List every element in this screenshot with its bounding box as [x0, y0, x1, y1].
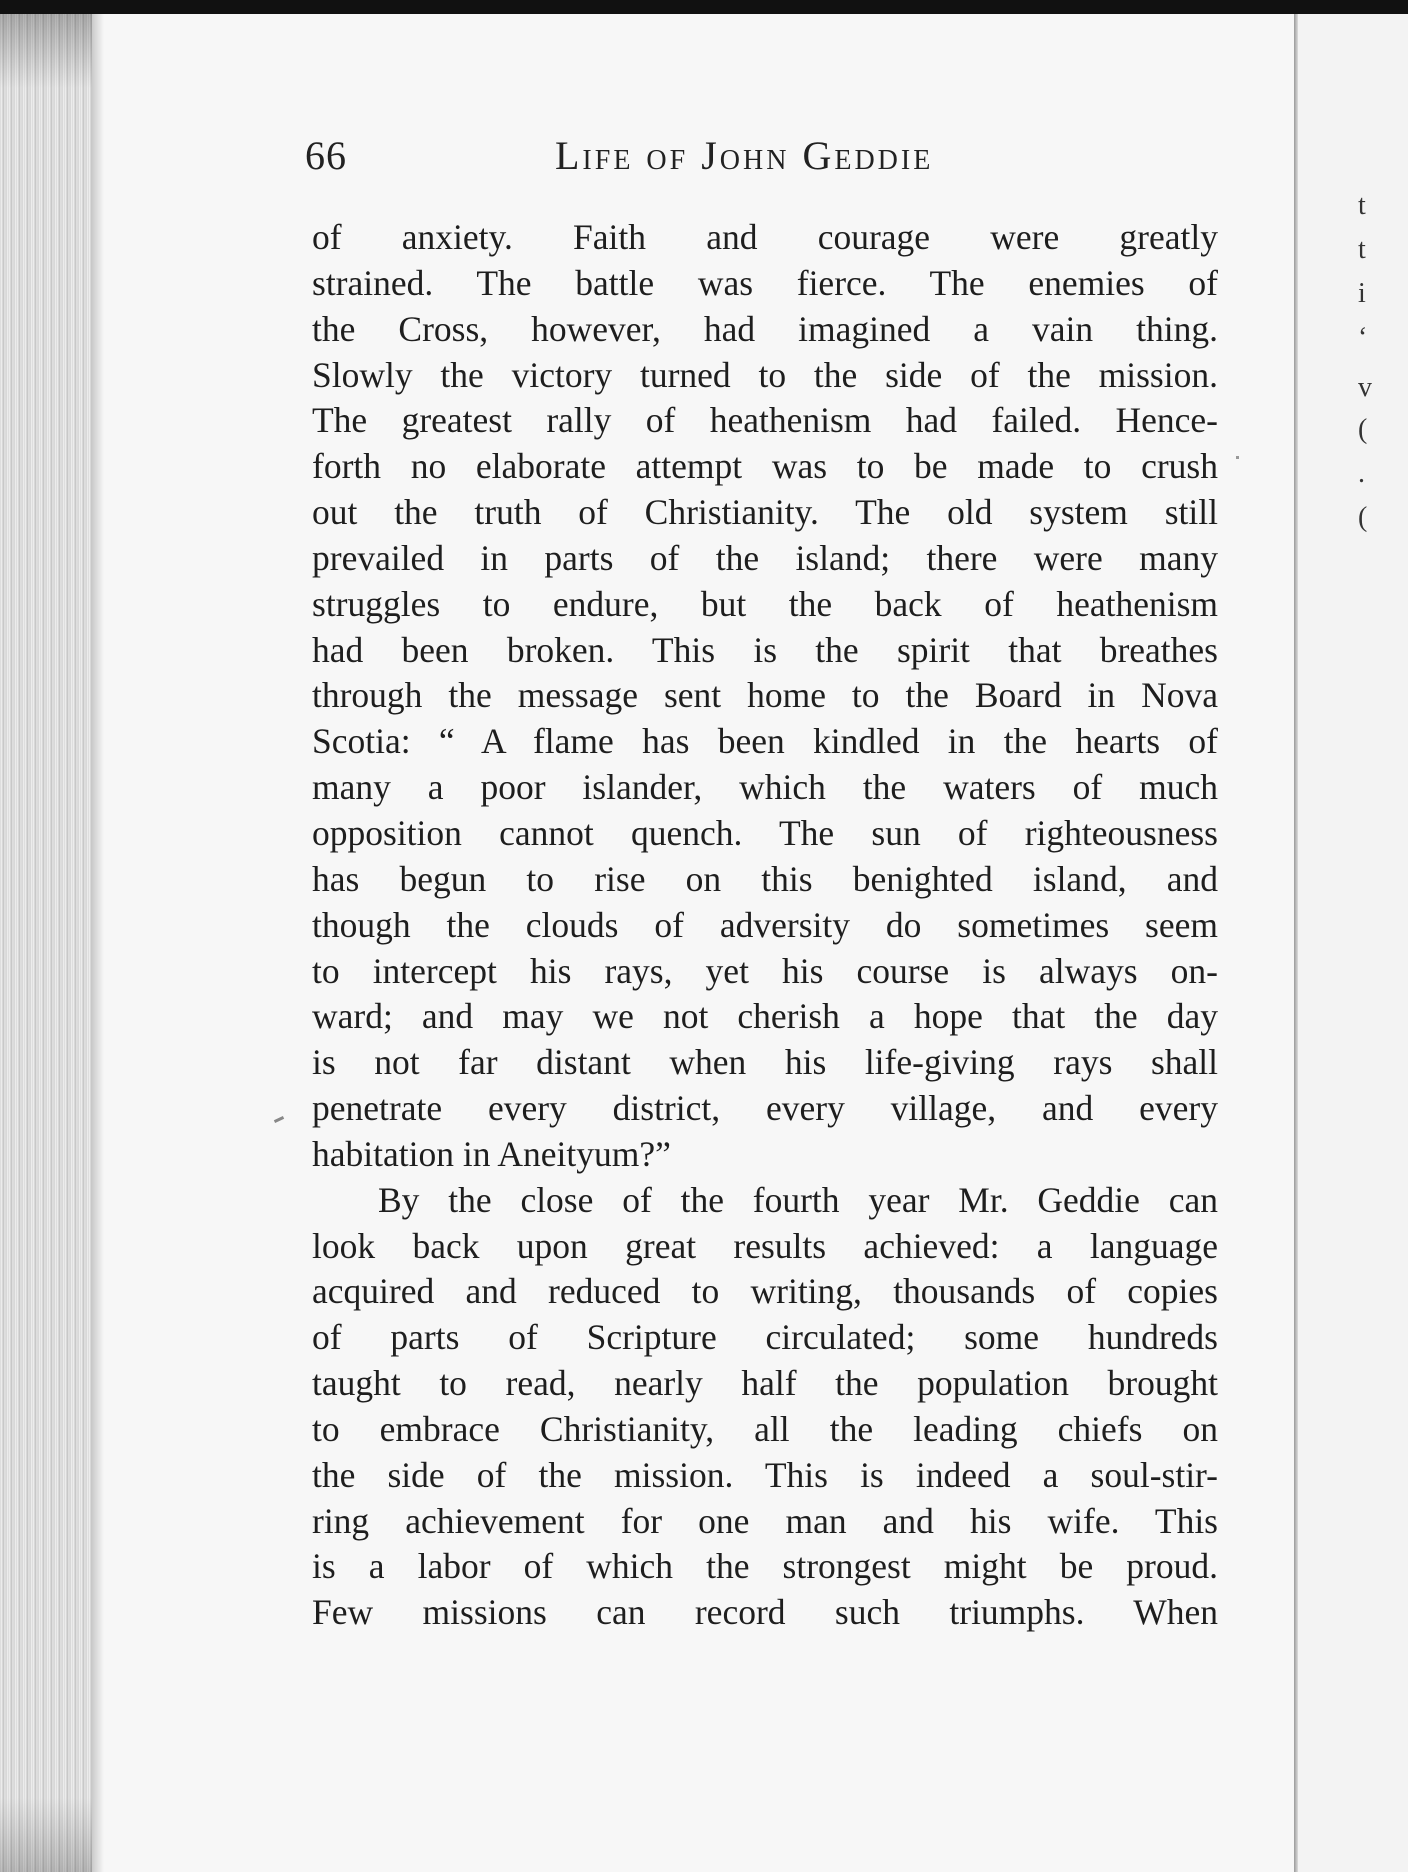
facing-glyph: i	[1358, 278, 1366, 309]
text-line: penetrate every district, every village, and every	[312, 1088, 1218, 1129]
text-line: many a poor islander, which the waters of much	[312, 767, 1218, 808]
running-head	[305, 132, 965, 182]
text-line-paragraph-end: habitation in Aneityum?”	[312, 1133, 671, 1174]
text-line: ring achievement for one man and his wife. This	[312, 1500, 1218, 1541]
text-line: The greatest rally of heathenism had failed. Hence-	[312, 400, 1218, 441]
book-page-edges	[0, 14, 92, 1872]
text-line: Slowly the victory turned to the side of the mission.	[312, 354, 1218, 395]
facing-glyph: t	[1358, 190, 1366, 221]
text-line: had been broken. This is the spirit that breathes	[312, 629, 1218, 670]
text-line: struggles to endure, but the back of heathenism	[312, 583, 1218, 624]
page-shadow	[92, 14, 104, 1872]
page-number: 66	[305, 133, 347, 178]
facing-glyph: v	[1358, 372, 1372, 403]
text-line: prevailed in parts of the island; there were many	[312, 537, 1218, 578]
text-line: look back upon great results achieved: a language	[312, 1225, 1218, 1266]
text-line: of parts of Scripture circulated; some hundreds	[312, 1317, 1218, 1358]
text-line: through the message sent home to the Board in Nova	[312, 675, 1218, 716]
text-line: though the clouds of adversity do sometimes seem	[312, 904, 1218, 945]
scan-top-edge	[0, 0, 1408, 14]
text-line: Few missions can record such triumphs. When	[312, 1592, 1218, 1633]
body-text	[312, 215, 1218, 1636]
stray-ink-dot	[1236, 456, 1239, 459]
running-title: Life of John Geddie	[555, 133, 934, 178]
text-line: to intercept his rays, yet his course is always on-	[312, 950, 1218, 991]
facing-glyph: (	[1358, 502, 1368, 533]
text-line: out the truth of Christianity. The old system still	[312, 492, 1218, 533]
text-line: the side of the mission. This is indeed a soul-stir-	[312, 1454, 1218, 1495]
text-line: forth no elaborate attempt was to be made to crush	[312, 446, 1218, 487]
text-line: Scotia: “ A flame has been kindled in the hearts of	[312, 721, 1218, 762]
text-line: taught to read, nearly half the population brought	[312, 1363, 1218, 1404]
text-line: is not far distant when his life-giving rays shall	[312, 1042, 1218, 1083]
text-line: to embrace Christianity, all the leading chiefs on	[312, 1408, 1218, 1449]
text-line: has begun to rise on this benighted island, and	[312, 858, 1218, 899]
text-line-paragraph-start: By the close of the fourth year Mr. Geddie can	[378, 1179, 1218, 1220]
text-line: the Cross, however, had imagined a vain thing.	[312, 308, 1218, 349]
text-line: strained. The battle was fierce. The enemies of	[312, 262, 1218, 303]
facing-page-fragment	[1298, 14, 1408, 1872]
text-line: of anxiety. Faith and courage were greatly	[312, 217, 1218, 257]
facing-glyph: (	[1358, 414, 1368, 445]
text-line: opposition cannot quench. The sun of righteousness	[312, 812, 1218, 853]
text-line: is a labor of which the strongest might be proud.	[312, 1546, 1218, 1587]
facing-glyph: t	[1358, 234, 1366, 265]
text-line: ward; and may we not cherish a hope that the day	[312, 996, 1218, 1037]
facing-glyph: .	[1358, 458, 1365, 489]
facing-glyph: ‘	[1358, 322, 1368, 353]
text-line: acquired and reduced to writing, thousands of copies	[312, 1271, 1218, 1312]
